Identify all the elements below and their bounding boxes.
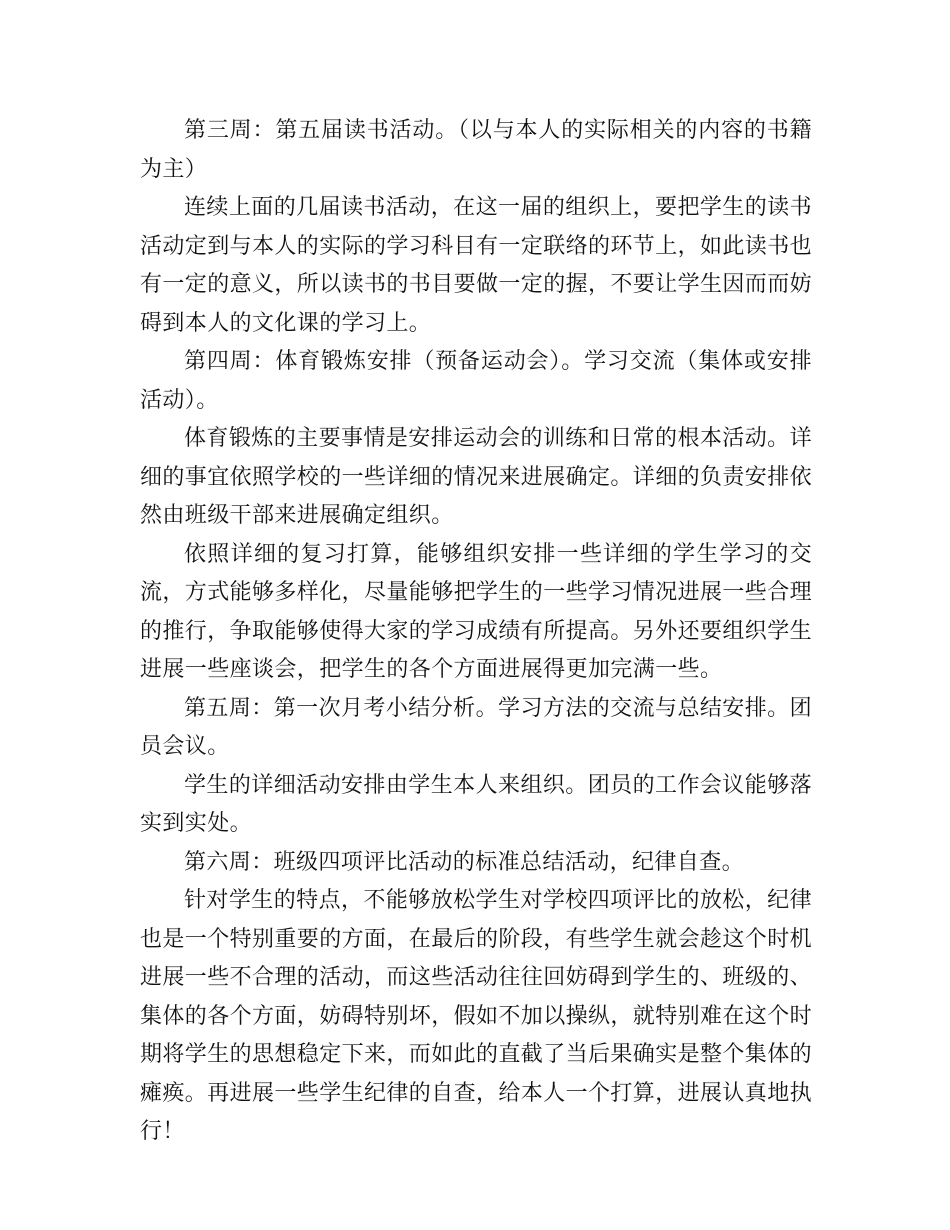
week-six-heading: 第六周：班级四项评比活动的标准总结活动，纪律自查。 [184,849,745,875]
week-five-detail: 学生的详细活动安排由学生本人来组织。团员的工作会议能够落实到实处。 [140,772,812,836]
week-three-heading: 第三周：第五届读书活动。（以与本人的实际相关的内容的书籍为主） [140,118,812,182]
week-four-sports-detail: 体育锻炼的主要事情是安排运动会的训练和日常的根本活动。详细的事宜依照学校的一些详细的情况来进展确定。详细的负责安排依然由班级干部来进展确定组织。 [140,426,813,528]
week-three-detail: 连续上面的几届读书活动，在这一届的组织上，要把学生的读书活动定到与本人的实际的学习科目有一定联络的环节上，如此读书也有一定的意义，所以读书的书目要做一定的握，不要让学生因而而妨碍到本人的文化课的学习上。 [140,195,813,336]
week-four-heading: 第四周：体育锻炼安排（预备运动会）。学习交流（集体或安排活动）。 [140,349,812,413]
week-four-study-detail: 依照详细的复习打算，能够组织安排一些详细的学生学习的交流，方式能够多样化，尽量能够把学生的一些学习情况进展一些合理的推行，争取能够使得大家的学习成绩有所提高。另外还要组织学生进展一些座谈会，把学生的各个方面进展得更加完满一些。 [140,541,813,682]
week-six-detail: 针对学生的特点，不能够放松学生对学校四项评比的放松，纪律也是一个特别重要的方面，在最后的阶段，有些学生就会趁这个时机进展一些不合理的活动，而这些活动往往回妨碍到学生的、班级的、集体的各个方面，妨碍特别坏，假如不加以操纵，就特别难在这个时期将学生的思想稳定下来，而如此的直截了当后果确实是整个集体的瘫痪。再进展一些学生纪律的自查，给本人一个打算，进展认真地执行！ [140,888,813,1144]
week-five-heading: 第五周：第一次月考小结分析。学习方法的交流与总结安排。团员会议。 [140,695,812,759]
document-body [140,112,812,1152]
